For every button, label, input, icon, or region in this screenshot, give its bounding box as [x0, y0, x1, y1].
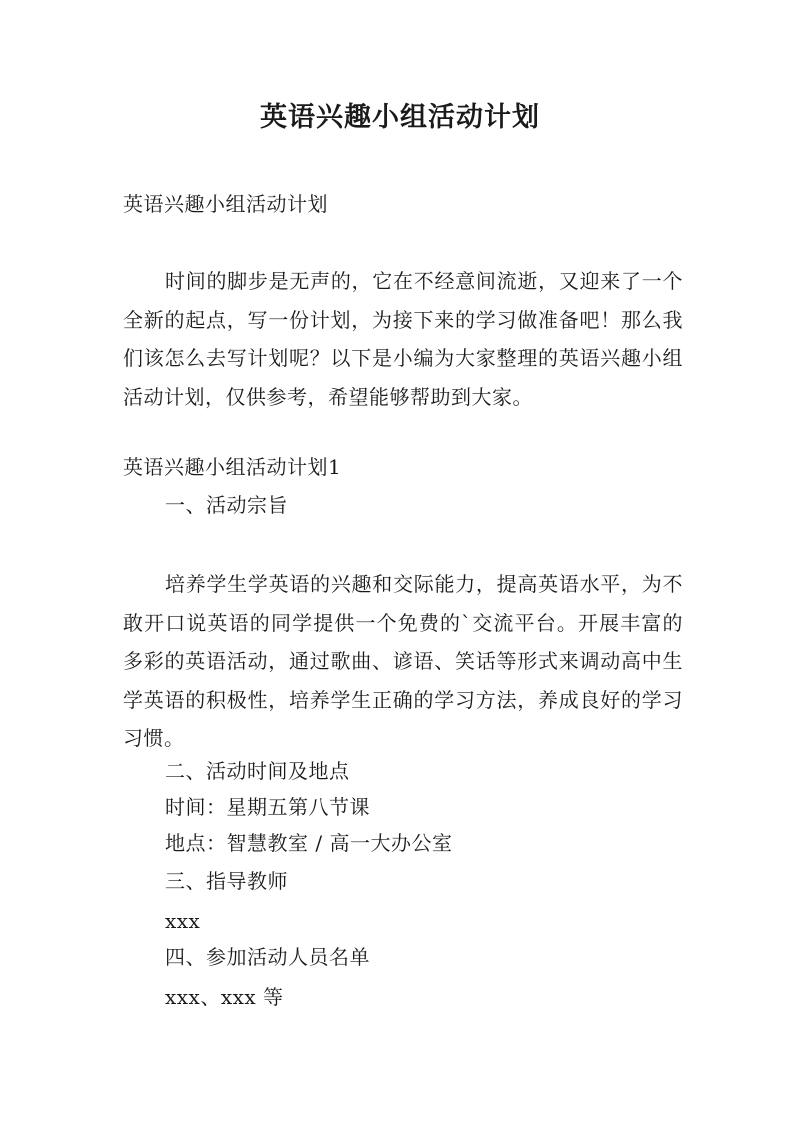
plan-heading: 英语兴趣小组活动计划1 [123, 455, 342, 479]
teacher-name: xxx [165, 909, 201, 933]
section4-heading: 四、参加活动人员名单 [165, 945, 370, 969]
document-subtitle: 英语兴趣小组活动计划 [123, 192, 328, 216]
place-line: 地点：智慧教室 / 高一大办公室 [165, 831, 453, 855]
section1-heading: 一、活动宗旨 [165, 493, 288, 517]
section2-heading: 二、活动时间及地点 [165, 759, 350, 783]
document-title: 英语兴趣小组活动计划 [260, 102, 540, 133]
section3-heading: 三、指导教师 [165, 869, 288, 893]
intro-paragraph: 时间的脚步是无声的，它在不经意间流逝，又迎来了一个全新的起点，写一份计划，为接下来的学习做准备吧！那么我们该怎么去写计划呢？以下是小编为大家整理的英语兴趣小组活动计划，仅供参考，希望能够帮助到大家。 [123, 269, 683, 409]
time-line: 时间：星期五第八节课 [165, 795, 370, 819]
members-list: xxx、xxx 等 [165, 985, 284, 1009]
section1-body: 培养学生学英语的兴趣和交际能力，提高英语水平，为不敢开口说英语的同学提供一个免费的`交流平台。开展丰富的多彩的英语活动，通过歌曲、谚语、笑话等形式来调动高中生学英语的积极性，培养学生正确的学习方法，养成良好的学习习惯。 [123, 572, 683, 750]
